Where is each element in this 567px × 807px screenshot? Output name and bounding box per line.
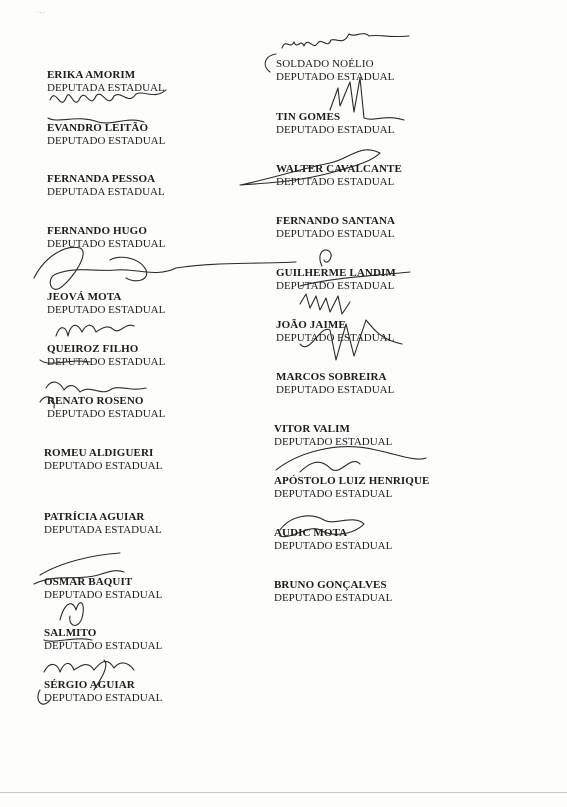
signatory-block [274, 423, 392, 449]
signatory-role: DEPUTADO ESTADUAL [47, 356, 166, 368]
signatory-block [276, 163, 402, 189]
signatory-block [276, 111, 394, 137]
signatory-name: SALMITO [44, 627, 97, 639]
signatory-name: JEOVÁ MOTA [47, 291, 122, 303]
signatory-role: DEPUTADO ESTADUAL [274, 436, 393, 448]
signatory-name: APÓSTOLO LUIZ HENRIQUE [274, 475, 430, 487]
signatory-name: GUILHERME LANDIM [276, 267, 396, 279]
signatory-role: DEPUTADO ESTADUAL [276, 71, 395, 83]
signatory-role: DEPUTADO ESTADUAL [44, 692, 163, 704]
signatory-name: FERNANDA PESSOA [47, 173, 156, 185]
signatory-name: JOÃO JAIME [276, 319, 346, 331]
signatory-block [47, 291, 165, 317]
signatory-role: DEPUTADO ESTADUAL [274, 592, 393, 604]
signatory-block [276, 371, 394, 397]
scan-speck: · - · [36, 10, 45, 16]
signatory-block [44, 576, 162, 602]
signatory-role: DEPUTADO ESTADUAL [276, 332, 395, 344]
signatory-block [276, 58, 394, 84]
signatory-role: DEPUTADA ESTADUAL [47, 82, 165, 94]
signature-mark [265, 54, 276, 72]
signatory-role: DEPUTADA ESTADUAL [47, 186, 165, 198]
signatory-role: DEPUTADO ESTADUAL [276, 124, 395, 136]
signatory-name: FERNANDO SANTANA [276, 215, 396, 227]
signatory-block [47, 173, 165, 199]
signatory-name: SÉRGIO AGUIAR [44, 679, 135, 691]
signatory-name: VITOR VALIM [274, 423, 350, 435]
signatory-name: QUEIROZ FILHO [47, 343, 139, 355]
signature-mark [34, 247, 296, 289]
signatory-name: MARCOS SOBREIRA [276, 371, 387, 383]
signatory-block [47, 69, 165, 95]
signatory-name: OSMAR BAQUIT [44, 576, 133, 588]
signatory-block [47, 225, 165, 251]
signatory-role: DEPUTADO ESTADUAL [276, 228, 395, 240]
signatory-name: WALTER CAVALCANTE [276, 163, 402, 175]
signatory-name: SOLDADO NOÉLIO [276, 58, 374, 70]
signatory-role: DEPUTADO ESTADUAL [274, 540, 393, 552]
signatory-block [47, 122, 165, 148]
signatory-name: AUDIC MOTA [274, 527, 348, 539]
signatory-role: DEPUTADO ESTADUAL [276, 280, 395, 292]
signature-mark [110, 257, 147, 281]
signatory-block [44, 511, 162, 537]
signatory-name: ERIKA AMORIM [47, 69, 136, 81]
signatory-name: PATRÍCIA AGUIAR [44, 511, 145, 523]
signatory-block [44, 447, 162, 473]
page-bottom-rule [0, 792, 567, 793]
signatory-block [274, 475, 429, 501]
signatory-name: TIN GOMES [276, 111, 341, 123]
signatory-block [274, 579, 392, 605]
signatory-role: DEPUTADO ESTADUAL [47, 135, 166, 147]
signatory-block [44, 627, 162, 653]
signatory-role: DEPUTADO ESTADUAL [44, 640, 163, 652]
signature-mark [56, 325, 134, 336]
signatory-name: ROMEU ALDIGUERI [44, 447, 154, 459]
signatory-block [47, 343, 165, 369]
signatory-name: EVANDRO LEITÃO [47, 122, 149, 134]
signatory-role: DEPUTADO ESTADUAL [274, 488, 393, 500]
signatory-name: BRUNO GONÇALVES [274, 579, 387, 591]
signatory-role: DEPUTADO ESTADUAL [47, 408, 166, 420]
signatory-role: DEPUTADO ESTADUAL [44, 589, 163, 601]
signatory-name: FERNANDO HUGO [47, 225, 147, 237]
signatory-role: DEPUTADO ESTADUAL [47, 238, 166, 250]
signatory-role: DEPUTADO ESTADUAL [47, 304, 166, 316]
signatory-block [44, 679, 162, 705]
signature-mark [276, 447, 426, 472]
signatory-block [276, 319, 394, 345]
signatory-role: DEPUTADO ESTADUAL [276, 384, 395, 396]
signatory-role: DEPUTADA ESTADUAL [44, 524, 162, 536]
signature-mark [282, 34, 409, 48]
signatory-role: DEPUTADO ESTADUAL [276, 176, 395, 188]
signatory-block [276, 267, 396, 293]
signatory-block [274, 527, 392, 553]
signatory-block [47, 395, 165, 421]
signatory-block [276, 215, 395, 241]
signatory-name: RENATO ROSENO [47, 395, 144, 407]
signatory-role: DEPUTADO ESTADUAL [44, 460, 163, 472]
